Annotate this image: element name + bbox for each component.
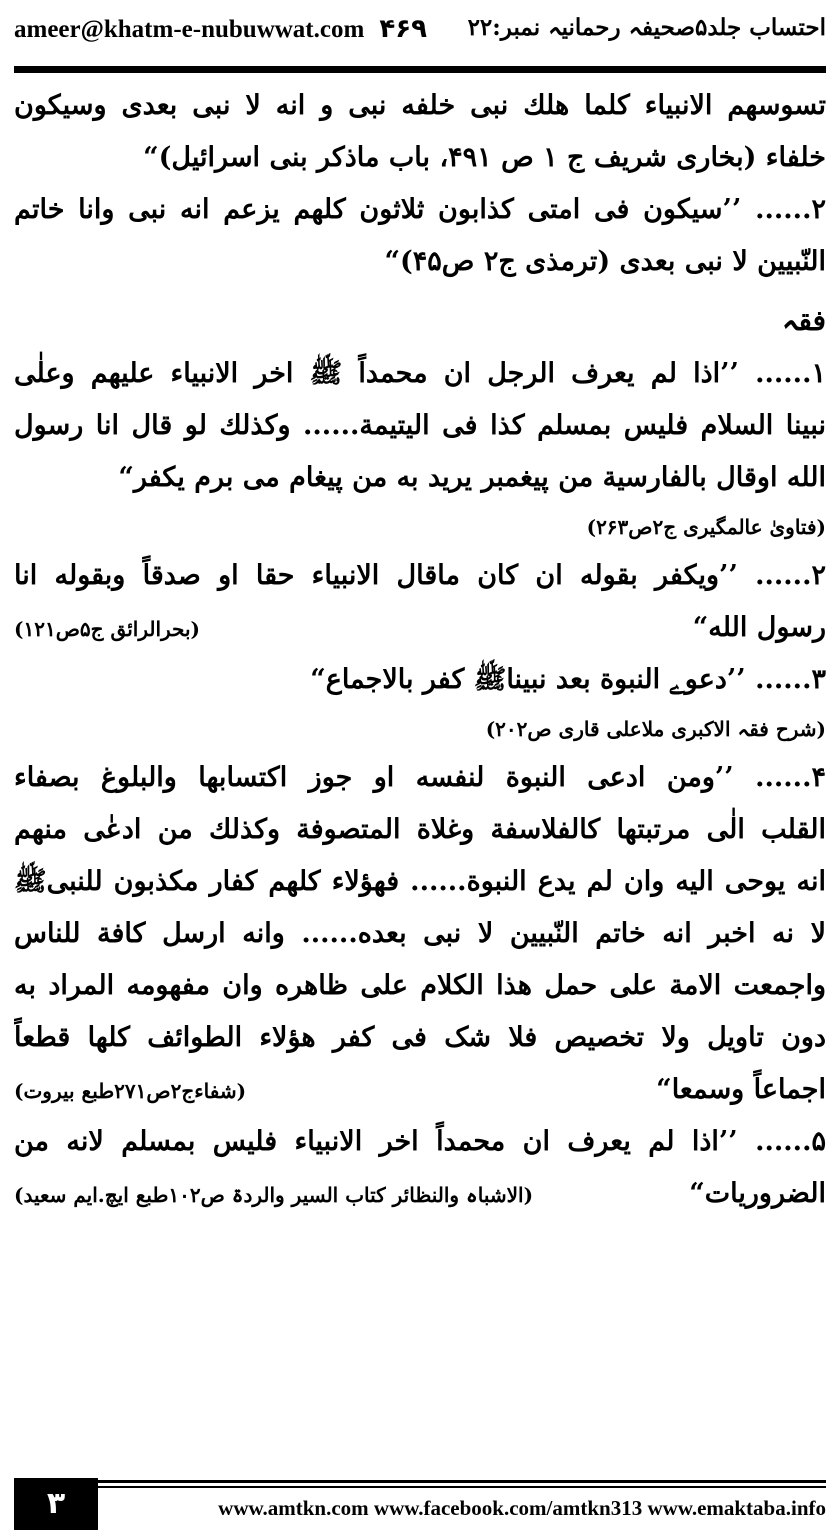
reference-citation: (الاشباہ والنظائر کتاب السیر والردۃ ص۱۰۲طبع ایچ.ایم سعید) [14,1183,534,1207]
text-line: انه يوحی اليه وان لم يدع النبوة...... فهؤلاء كلهم كفار مكذبون للنبیﷺ [14,866,826,897]
text-fragment: الضروريات“ [689,1178,826,1209]
footer-urls: www.amtkn.com www.facebook.com/amtkn313 www.emaktaba.info [218,1496,826,1520]
text-line: الله اوقال بالفارسية من پيغمبر يريد به من پيغام می برم يكفر“ [118,462,826,493]
text-line: ۳...... ’’دعوے النبوة بعد نبيناﷺ كفر بالاجماع“ [310,664,826,695]
text-line: خلفاء (بخاری شريف ج ۱ ص ۴۹۱، باب ماذكر بنی اسرائيل)“ [143,142,826,173]
text-line: القلب الٰی مرتبتها كالفلاسفة وغلاة المتصوفة وكذلك من ادعٰی منهم [14,814,826,845]
text-line-with-ref [14,602,826,654]
footer-rule [14,1480,826,1483]
text-line: ۴...... ’’ومن ادعى النبوة لنفسه او جوز اكتسابها والبلوغ بصفاء [14,762,826,793]
text-line: لا نه اخبر انه خاتم النّبيين لا نبی بعده...... وانه ارسل كافة للناس [14,918,826,949]
reference-citation: (شرح فقہ الاکبری ملاعلی قاری ص۲۰۲) [485,717,826,741]
text-fragment: رسول الله“ [692,612,826,643]
header-left [14,14,427,44]
reference-citation: (شفاءج۲ص۲۷۱طبع بیروت) [14,1079,247,1103]
footer-rule [14,1486,826,1488]
text-line: نبينا السلام فليس بمسلم كذا فی اليتيمة...... وكذلك لو قال انا رسول [14,410,826,441]
page-body [14,80,826,1220]
section-title: فقہ [782,304,826,337]
header-volume-info: احتساب جلد۵صحیفہ رحمانیہ نمبر:۲۲ [467,14,826,41]
header-page-number: ۴۶۹ [379,14,427,44]
text-line: النّبيين لا نبی بعدی (ترمذی ج۲ ص۴۵)“ [384,246,826,277]
text-line-with-ref [14,1168,826,1220]
page-header [14,8,826,66]
text-line: واجمعت الامة على حمل هذا الكلام على ظاهره وان مفهومه المراد به [14,970,826,1001]
header-email: ameer@khatm-e-nubuwwat.com [14,16,365,43]
text-line: ۲...... ’’ويكفر بقوله ان كان ماقال الانبياء حقا او صدقاً وبقوله انا [14,560,826,591]
reference-citation: (فتاویٰ عالمگیری ج۲ص۲۶۳) [586,515,826,539]
reference-citation: (بحرالرائق ج۵ص۱۲۱) [14,617,200,641]
footer-page-marker: ۳ [14,1478,98,1530]
page-footer [14,1478,826,1530]
text-line: دون تاويل ولا تخصيص فلا شک فی كفر هؤلاء الطوائف كلها قطعاً [14,1022,826,1053]
header-rule [14,66,826,73]
text-fragment: اجماعاً وسمعا“ [656,1074,826,1105]
text-line-with-ref [14,1064,826,1116]
text-line: ۱...... ’’اذا لم يعرف الرجل ان محمداً ﷺ اخر الانبياء عليهم وعلٰى [14,358,826,389]
text-line: ۲...... ’’سيكون فی امتی كذابون ثلاثون كلهم يزعم انه نبی وانا خاتم [14,194,826,225]
text-line: تسوسهم الانبياء كلما هلك نبی خلفه نبی و انه لا نبی بعدی وسيكون [14,90,826,121]
text-line: ۵...... ’’اذا لم يعرف ان محمداً اخر الانبياء فليس بمسلم لانه من [14,1126,826,1157]
